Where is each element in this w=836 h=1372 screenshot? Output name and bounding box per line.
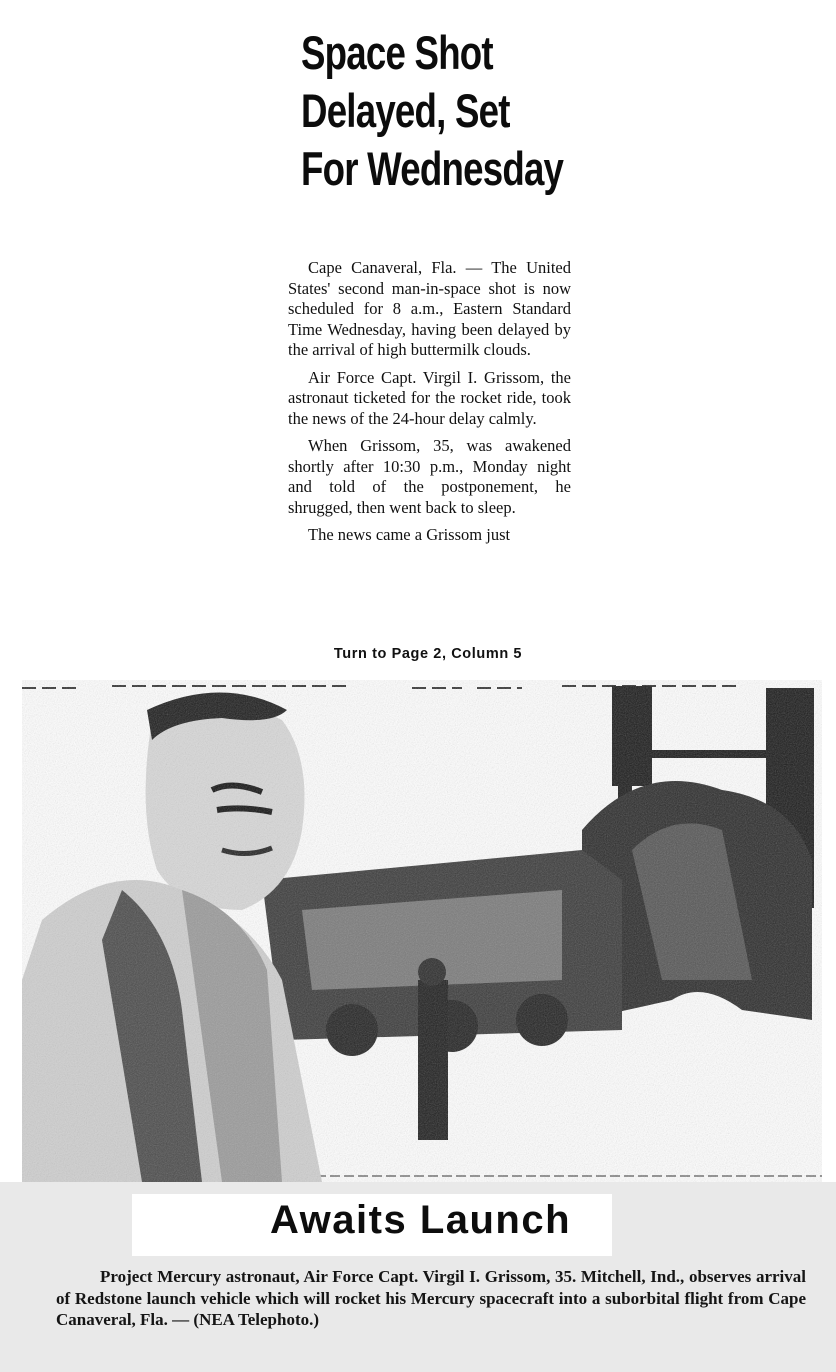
headline-line-1: Space Shot xyxy=(301,26,493,79)
headline-line-2: Delayed, Set xyxy=(301,84,510,137)
article-body xyxy=(288,258,571,553)
article-paragraph-3: When Grissom, 35, was awakened shortly after 10:30 p.m., Monday night and told of the postponement, he shrugged, then went back to sleep. xyxy=(288,436,571,517)
jump-line: Turn to Page 2, Column 5 xyxy=(333,646,523,662)
photo-headline-box xyxy=(132,1194,612,1256)
article-paragraph-2: Air Force Capt. Virgil I. Grissom, the astronaut ticketed for the rocket ride, took the news of the 24-hour delay calmly. xyxy=(288,367,571,428)
photo-illustration xyxy=(22,680,822,1182)
headline-line-3: For Wednesday xyxy=(301,142,564,195)
caption-area xyxy=(0,1182,836,1372)
article-paragraph-1: Cape Canaveral, Fla. — The United States' second man-in-space shot is now scheduled for 8 a.m., Eastern Standard Time Wednesday, having been delayed by the arrival of high buttermilk clouds. xyxy=(288,258,571,359)
article-clipping xyxy=(283,18,573,678)
photo-caption: Project Mercury astronaut, Air Force Capt. Virgil I. Grissom, 35. Mitchell, Ind., observes arrival of Redstone launch vehicle which will rocket his Mercury spacecraft into a suborbital flight from Cape Canaveral, Fla. — (NEA Telephoto.) xyxy=(56,1267,806,1329)
news-photo xyxy=(22,680,822,1182)
article-paragraph-4: The news came a Grissom just xyxy=(308,525,511,544)
headline xyxy=(301,24,564,198)
photo-headline: Awaits Launch xyxy=(270,1198,572,1242)
